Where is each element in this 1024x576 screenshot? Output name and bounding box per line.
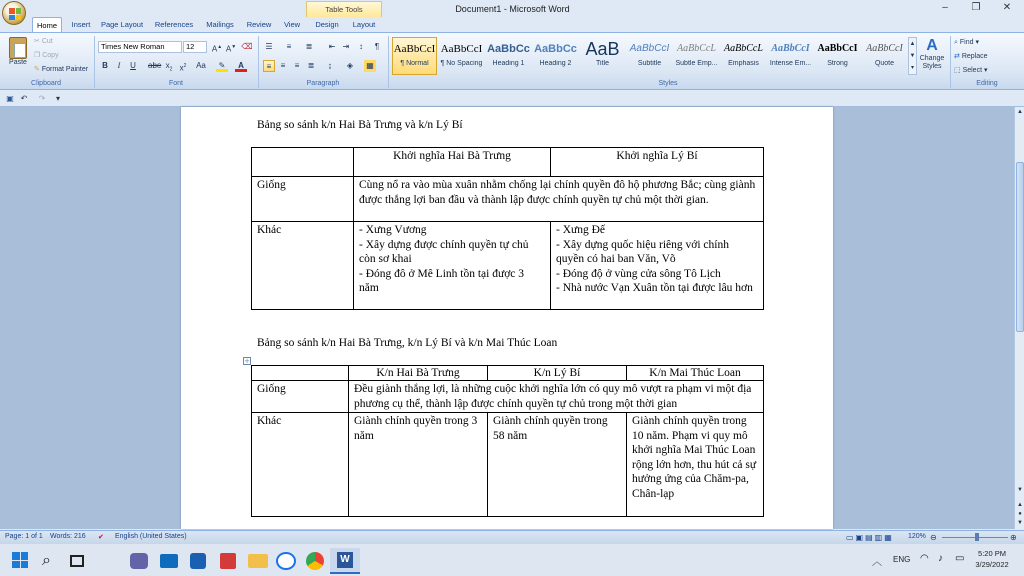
style-preview: AaBbCcI	[393, 43, 436, 55]
teams-icon[interactable]	[130, 553, 148, 569]
quick-access-toolbar	[0, 91, 1024, 107]
sort-icon[interactable]: ↕	[359, 42, 363, 51]
ribbon-tabs	[0, 17, 1024, 33]
multilevel-list-icon[interactable]: ≣	[305, 42, 313, 51]
tab-view[interactable]: View	[283, 20, 301, 29]
style-preview: AaBbCcL	[677, 43, 716, 54]
style-title[interactable]	[580, 37, 625, 75]
table-row	[252, 148, 764, 177]
style-name: Subtle Emp...	[675, 60, 718, 67]
ribbon	[0, 32, 1024, 90]
superscript-icon[interactable]: $x^2$	[179, 63, 187, 73]
change-case-icon[interactable]: Aa	[196, 61, 206, 70]
maximize-button[interactable]: ❐	[971, 2, 981, 13]
tab-insert[interactable]: Insert	[71, 20, 91, 29]
tab-references[interactable]: References	[154, 20, 194, 29]
justify-icon[interactable]: ≣	[307, 61, 315, 70]
table-tools-context: Table Tools	[306, 1, 382, 17]
style-name: Subtitle	[637, 60, 662, 67]
window-title: Document1 - Microsoft Word	[455, 4, 570, 14]
paste-label: Paste	[9, 59, 27, 66]
font-size-box[interactable]: 12	[183, 41, 207, 53]
shading-icon[interactable]: ◈	[346, 61, 354, 70]
style-name: Heading 2	[539, 60, 572, 67]
scissors-icon: ✂	[34, 38, 42, 45]
change-styles-label: Change Styles	[919, 55, 945, 70]
clear-format-icon[interactable]: ⌫	[241, 42, 253, 51]
find-label: Find	[959, 39, 974, 46]
bullets-icon[interactable]: ☰	[265, 42, 273, 51]
windows-taskbar	[0, 544, 1024, 576]
paste-button[interactable]	[6, 37, 30, 77]
save-icon[interactable]: ▣	[6, 94, 14, 103]
shrink-font-icon[interactable]: A▼	[225, 44, 237, 54]
strikethrough-icon[interactable]: abe	[148, 61, 162, 70]
table-cell[interactable]: Đều giành thắng lợi, là những cuộc khởi nghĩa lớn có quy mô vượt ra phạm vi một địa phương cụ thể, thành lập được chính quyền tự chủ trong một thời gian	[349, 381, 764, 413]
style-normal[interactable]	[392, 37, 437, 75]
table-cell[interactable]	[354, 222, 551, 310]
brush-icon: ✎	[34, 66, 42, 73]
page-count[interactable]: Page: 1 of 1	[5, 533, 43, 540]
scroll-up-icon[interactable]: ▲	[1017, 109, 1023, 115]
style-preview: AaBbCcL	[724, 43, 763, 54]
zoom-level[interactable]: 120%	[908, 533, 926, 540]
styles-gallery-scroll[interactable]: ▲ ▼ ▾	[908, 37, 917, 75]
browse-object-icon[interactable]: ●	[1018, 511, 1022, 517]
change-styles-button[interactable]	[918, 37, 946, 77]
table-header[interactable]: K/n Hai Bà Trưng	[349, 366, 488, 381]
table-cell[interactable]: Giành chính quyền trong 3 năm	[349, 413, 488, 517]
style-preview: AaBbCcI	[440, 43, 483, 55]
list-item: - Đóng độ ở vùng cửa sông Tô Lịch	[556, 267, 721, 280]
font-group-label: Font	[168, 80, 183, 87]
clipboard-icon	[9, 37, 27, 59]
table-cell[interactable]: Giành chính quyền trong 10 năm. Phạm vi quy mô khởi nghĩa Mai Thúc Loan rộng lớn hơn, thu hút cả sự hưởng ứng của Chăm-pa, Chân-lạp	[627, 413, 764, 517]
style-preview: AaBbCcI	[817, 43, 858, 54]
undo-icon[interactable]: ↶	[20, 94, 28, 103]
tab-design[interactable]: Design	[315, 20, 339, 29]
clock[interactable]	[970, 548, 1014, 570]
table-move-handle-icon[interactable]: +	[244, 357, 250, 365]
clipboard-group-label: Clipboard	[31, 80, 61, 87]
bold-icon[interactable]: B	[102, 61, 108, 70]
table-row	[252, 177, 764, 222]
editing-group-label: Editing	[976, 80, 998, 87]
zalo-icon[interactable]	[276, 552, 296, 570]
table-header[interactable]: K/n Mai Thúc Loan	[627, 366, 764, 381]
zoom-in-icon[interactable]: ⊕	[1010, 533, 1017, 542]
redo-icon[interactable]: ↷	[38, 94, 46, 103]
numbering-icon[interactable]: ≡	[286, 42, 292, 51]
style-heading-1[interactable]	[486, 37, 531, 75]
change-styles-icon: A	[926, 37, 938, 54]
list-item: - Xây dựng quốc hiệu riêng với chính quyền có hai ban Văn, Võ	[556, 238, 729, 265]
replace-button[interactable]	[954, 52, 988, 60]
cut-label: Cut	[41, 38, 53, 45]
select-icon: ⬚	[954, 67, 963, 74]
heading-comparison-1: Bảng so sánh k/n Hai Bà Trưng và k/n Lý Bí	[257, 119, 463, 131]
italic-icon[interactable]: I	[117, 61, 121, 70]
comparison-table-1[interactable]	[251, 147, 764, 310]
zoom-slider-thumb[interactable]	[975, 533, 979, 541]
customize-qat-icon[interactable]: ▾	[55, 94, 60, 103]
style-intense-emphasis[interactable]	[768, 37, 813, 75]
tab-layout[interactable]: Layout	[352, 20, 376, 29]
chrome-icon[interactable]	[306, 552, 324, 570]
input-language[interactable]: ENG	[893, 555, 911, 564]
show-marks-icon[interactable]: ¶	[374, 42, 380, 51]
format-painter-label: Format Painter	[41, 66, 89, 73]
file-explorer-icon[interactable]	[248, 554, 268, 568]
style-name: Intense Em...	[769, 60, 812, 67]
grow-font-icon[interactable]: A▲	[211, 44, 223, 54]
table-header[interactable]: Khởi nghĩa Lý Bí	[551, 148, 764, 177]
table-row	[252, 381, 764, 413]
search-icon[interactable]: ⌕	[42, 552, 51, 569]
style-no-spacing[interactable]	[439, 37, 484, 75]
table-row	[252, 222, 764, 310]
word-count[interactable]: Words: 216	[50, 533, 86, 540]
table-row	[252, 413, 764, 517]
font-color-icon[interactable]: A	[235, 60, 247, 72]
clock-date: 3/29/2022	[975, 560, 1009, 569]
align-left-icon[interactable]: ≡	[263, 60, 275, 72]
styles-group-label: Styles	[658, 80, 678, 87]
comparison-table-2[interactable]	[251, 365, 764, 517]
tab-page-layout[interactable]: Page Layout	[100, 20, 144, 29]
paragraph-group-label: Paragraph	[306, 80, 340, 87]
word-taskbar-button[interactable]	[330, 548, 360, 574]
tab-review[interactable]: Review	[246, 20, 272, 29]
replace-icon: ⇄	[954, 53, 962, 60]
table-header[interactable]: K/n Lý Bí	[488, 366, 627, 381]
borders-icon[interactable]: ▦	[364, 60, 376, 72]
table-cell[interactable]: Giống	[252, 177, 354, 222]
list-item: - Xưng Đế	[556, 224, 606, 236]
office-button[interactable]	[2, 1, 26, 25]
document-workspace	[0, 107, 1014, 529]
heading-comparison-2: Bảng so sánh k/n Hai Bà Trưng, k/n Lý Bí và k/n Mai Thúc Loan	[257, 337, 558, 349]
prev-page-icon[interactable]: ▲	[1017, 502, 1023, 508]
clock-time: 5:20 PM	[978, 549, 1006, 558]
find-button[interactable]: ⌕ Find ▾	[954, 39, 979, 46]
document-page[interactable]	[181, 107, 833, 529]
table-row	[252, 366, 764, 381]
copy-icon: ❐	[34, 52, 43, 59]
vertical-scrollbar[interactable]	[1014, 107, 1024, 529]
align-right-icon[interactable]: ≡	[294, 61, 300, 70]
select-label: Select	[962, 67, 983, 74]
scroll-thumb[interactable]	[1016, 162, 1024, 332]
format-painter-button[interactable]	[34, 65, 88, 73]
table-header[interactable]: Khởi nghĩa Hai Bà Trưng	[354, 148, 551, 177]
tab-mailings[interactable]: Mailings	[206, 20, 234, 29]
style-preview: AaBbCcI	[866, 43, 903, 54]
scroll-down-icon[interactable]: ▼	[1017, 487, 1023, 493]
table-cell[interactable]: Khác	[252, 222, 354, 310]
copy-button[interactable]	[34, 51, 59, 59]
select-button[interactable]: ⬚ Select ▾	[954, 67, 988, 74]
style-preview: AaBbCc	[534, 43, 577, 55]
tab-home[interactable]: Home	[32, 17, 62, 33]
table-cell[interactable]: Giống	[252, 381, 349, 413]
store-icon[interactable]	[190, 553, 206, 569]
list-item: - Xây dựng được chính quyền tự chủ còn sơ khai	[359, 238, 529, 265]
list-item: - Xưng Vương	[359, 224, 427, 236]
underline-icon[interactable]: U	[130, 61, 136, 70]
list-item: - Nhà nước Vạn Xuân tồn tại được lâu hơn	[556, 282, 753, 294]
style-name: Quote	[874, 60, 895, 67]
chevron-up-icon[interactable]: ︿	[872, 557, 882, 568]
table-cell[interactable]: Giành chính quyền trong 58 năm	[488, 413, 627, 517]
style-quote[interactable]	[862, 37, 907, 75]
table-cell[interactable]	[551, 222, 764, 310]
volume-icon[interactable]: ♪	[938, 553, 943, 564]
battery-icon[interactable]: ▭	[955, 553, 965, 564]
style-heading-2[interactable]	[533, 37, 578, 75]
style-preview: AaBbCcI	[771, 43, 810, 54]
style-preview: AaBbCc	[487, 43, 530, 55]
word-icon: W	[337, 552, 353, 568]
style-subtle-emphasis[interactable]	[674, 37, 719, 75]
language-status[interactable]: English (United States)	[115, 533, 187, 540]
mail-icon[interactable]	[160, 554, 178, 568]
style-name: Strong	[827, 60, 848, 67]
highlight-icon[interactable]: ✎	[216, 60, 228, 72]
line-spacing-icon[interactable]: ↨	[328, 61, 332, 70]
table-cell[interactable]	[252, 148, 354, 177]
style-preview: AaB	[585, 39, 620, 59]
style-name: Emphasis	[728, 60, 759, 67]
align-center-icon[interactable]: ≡	[280, 61, 286, 70]
view-buttons[interactable]: ▭▣▤▥▦	[846, 533, 894, 542]
table-cell[interactable]	[252, 366, 349, 381]
table-cell[interactable]: Cùng nổ ra vào mùa xuân nhằm chống lại chính quyền đô hộ phương Bắc; cùng giành được thắng lợi ban đầu và thành lập được chính quyền tự chủ một thời gian.	[354, 177, 764, 222]
style-strong[interactable]	[815, 37, 860, 75]
replace-label: Replace	[961, 53, 988, 60]
start-icon[interactable]	[12, 552, 28, 568]
task-view-icon[interactable]	[70, 555, 84, 567]
minimize-button[interactable]: –	[942, 2, 948, 13]
style-name: ¶ Normal	[400, 60, 429, 67]
gift-icon[interactable]	[220, 553, 236, 569]
wifi-icon[interactable]: ◠	[920, 553, 929, 564]
zoom-out-icon[interactable]: ⊖	[930, 533, 937, 542]
style-preview: AaBbCcI	[629, 43, 670, 54]
copy-label: Copy	[42, 52, 59, 59]
binoculars-icon: ⌕	[954, 39, 960, 46]
office-logo-icon	[9, 8, 21, 20]
cut-button[interactable]	[34, 37, 53, 45]
close-button[interactable]: ✕	[1002, 2, 1012, 13]
table-cell[interactable]: Khác	[252, 413, 349, 517]
next-page-icon[interactable]: ▼	[1017, 520, 1023, 526]
increase-indent-icon[interactable]: ⇥	[342, 42, 350, 51]
subscript-icon[interactable]: $x_2$	[165, 61, 173, 73]
style-name: ¶ No Spacing	[440, 60, 483, 67]
style-name: Heading 1	[492, 60, 525, 67]
status-bar	[0, 530, 1024, 544]
font-name-box[interactable]: Times New Roman	[98, 41, 182, 53]
style-name: Title	[596, 60, 609, 67]
group-separator	[94, 36, 95, 88]
proofing-icon[interactable]: ✔	[98, 534, 104, 541]
style-subtitle[interactable]	[627, 37, 672, 75]
style-emphasis[interactable]	[721, 37, 766, 75]
list-item: - Đóng đô ở Mê Linh tồn tại được 3 năm	[359, 267, 524, 294]
decrease-indent-icon[interactable]: ⇤	[328, 42, 336, 51]
